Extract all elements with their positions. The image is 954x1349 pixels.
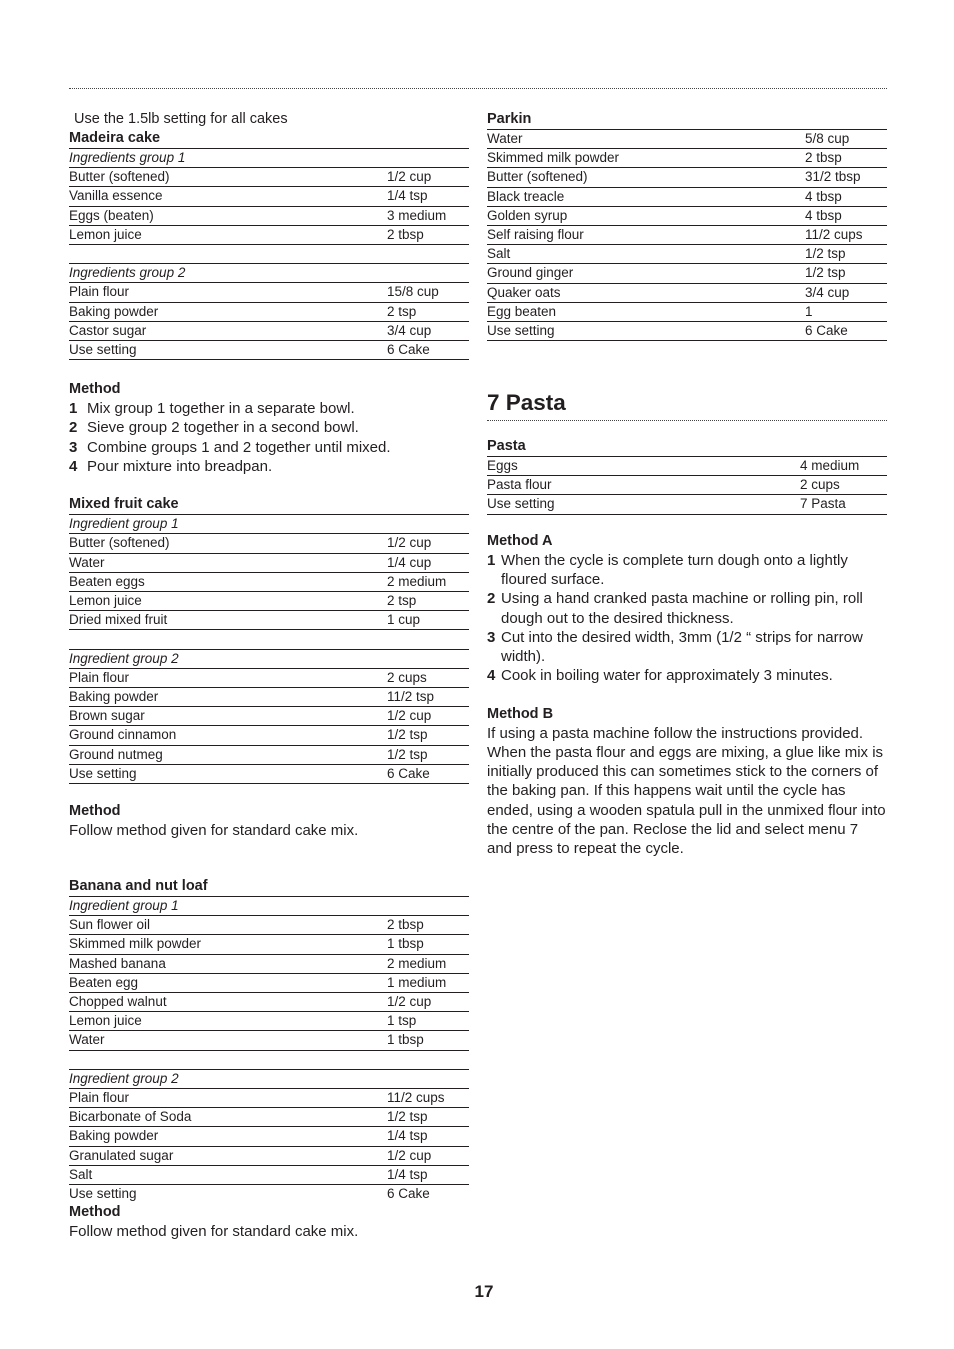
group-label: Ingredient group 1 (69, 515, 469, 534)
ingredient-name: Lemon juice (69, 226, 142, 242)
ingredient-quantity: 2 tbsp (387, 917, 424, 933)
method-step (487, 666, 887, 685)
method-a-steps (487, 551, 887, 686)
ingredient-row (487, 476, 887, 495)
ingredient-row (69, 726, 469, 745)
ingredient-name: Beaten egg (69, 974, 139, 990)
ingredient-row (487, 495, 887, 514)
step-text: Combine groups 1 and 2 together until mixed. (87, 438, 391, 456)
ingredient-row (69, 534, 469, 553)
ingredient-row (69, 1089, 469, 1108)
ingredient-name: Egg beaten (487, 303, 557, 319)
ingredient-quantity: 1/2 cup (387, 994, 432, 1010)
step-number: 3 (69, 438, 78, 456)
ingredient-quantity: 3/4 cup (387, 322, 432, 338)
method-step (69, 399, 469, 418)
ingredient-row (69, 554, 469, 573)
ingredient-name: Butter (softened) (69, 535, 170, 551)
ingredient-name: Butter (softened) (69, 169, 170, 185)
ingredient-name: Chopped walnut (69, 994, 167, 1010)
ingredient-quantity: 2 tbsp (387, 226, 424, 242)
ingredient-row (69, 993, 469, 1012)
ingredient-name: Ground cinnamon (69, 727, 177, 743)
ingredient-name: Bicarbonate of Soda (69, 1109, 192, 1125)
ingredient-name: Beaten eggs (69, 573, 145, 589)
step-text: Using a hand cranked pasta machine or rolling pin, roll dough out to the desired thickness. (501, 590, 863, 627)
ingredient-name: Use setting (69, 765, 137, 781)
method-step (69, 418, 469, 437)
ingredient-name: Castor sugar (69, 322, 147, 338)
ingredient-quantity: 1/2 cup (387, 169, 432, 185)
step-text: Mix group 1 together in a separate bowl. (87, 400, 355, 418)
ingredient-name: Black treacle (487, 188, 565, 204)
section-heading: 7 Pasta (487, 390, 566, 416)
pasta-ingredients-table (487, 456, 887, 515)
ingredient-name: Water (69, 1032, 105, 1048)
ingredient-name: Vanilla essence (69, 188, 163, 204)
step-number: 2 (69, 419, 78, 437)
method-title: Method (69, 381, 121, 398)
ingredient-row (69, 207, 469, 226)
ingredient-name: Baking powder (69, 303, 159, 319)
ingredient-name: Skimmed milk powder (487, 150, 620, 166)
ingredient-row (487, 149, 887, 168)
ingredient-quantity: 4 tbsp (805, 188, 842, 204)
ingredient-quantity: 6 Cake (387, 765, 430, 781)
method-a-title: Method A (487, 532, 553, 549)
step-number: 4 (487, 667, 496, 685)
ingredient-name: Skimmed milk powder (69, 936, 202, 952)
ingredient-row (69, 688, 469, 707)
madeira-ingredients-table (69, 148, 469, 360)
group-label: Ingredient group 2 (69, 650, 469, 669)
ingredient-quantity: 1/2 tsp (387, 727, 428, 743)
ingredient-quantity: 2 tsp (387, 303, 417, 319)
ingredient-name: Pasta flour (487, 477, 552, 493)
ingredient-quantity: 1 (805, 303, 813, 319)
ingredient-name: Lemon juice (69, 593, 142, 608)
ingredient-row (69, 1127, 469, 1146)
ingredient-quantity: 3 medium (387, 207, 447, 223)
ingredient-name: Salt (69, 1166, 93, 1182)
ingredient-name: Butter (softened) (487, 169, 588, 185)
ingredient-quantity: 3/4 cup (805, 284, 850, 300)
ingredient-quantity: 1 tsp (387, 1013, 417, 1029)
ingredient-name: Plain flour (69, 1089, 130, 1105)
step-number: 1 (487, 551, 496, 569)
ingredient-name: Brown sugar (69, 708, 145, 724)
method-text: Follow method given for standard cake mix. (69, 821, 359, 839)
left-column (69, 110, 469, 1241)
ingredient-quantity: 4 medium (800, 458, 860, 474)
ingredient-row (69, 765, 469, 784)
spacer-row (69, 630, 469, 649)
mixed-fruit-ingredients-table (69, 514, 469, 784)
ingredient-quantity: 1/2 tsp (805, 265, 846, 281)
spacer-row (69, 245, 469, 264)
step-number: 2 (487, 590, 496, 608)
method-step (487, 628, 887, 667)
ingredient-name: Quaker oats (487, 284, 561, 300)
ingredient-quantity: 1/2 cup (387, 535, 432, 551)
ingredient-row (487, 207, 887, 226)
ingredient-row (69, 322, 469, 341)
ingredient-name: Ground nutmeg (69, 746, 163, 762)
method-step (69, 438, 469, 457)
ingredient-quantity: 1 tbsp (387, 1032, 424, 1048)
page-number: 17 (474, 1282, 494, 1301)
ingredient-name: Water (69, 554, 105, 570)
ingredient-name: Use setting (487, 496, 555, 512)
ingredient-row (69, 669, 469, 688)
ingredient-quantity: 1/2 cup (387, 708, 432, 724)
banana-loaf-ingredients-table (69, 896, 469, 1203)
madeira-title: Madeira cake (69, 130, 161, 146)
ingredient-name: Use setting (487, 322, 555, 338)
ingredient-quantity: 2 cups (387, 669, 427, 685)
right-column (487, 110, 887, 858)
ingredient-name: Golden syrup (487, 207, 568, 223)
ingredient-row (69, 1185, 469, 1203)
ingredient-quantity: 6 Cake (387, 341, 430, 357)
ingredient-row (69, 1031, 469, 1050)
ingredient-row (69, 1108, 469, 1127)
step-text: When the cycle is complete turn dough onto a lightly floured surface. (501, 551, 848, 588)
ingredient-quantity: 7 Pasta (800, 496, 846, 512)
ingredient-name: Water (487, 131, 523, 146)
step-number: 3 (487, 628, 496, 646)
ingredient-quantity: 2 medium (387, 573, 447, 589)
ingredient-quantity: 1/4 tsp (387, 188, 428, 204)
ingredient-quantity: 6 Cake (387, 1185, 430, 1201)
ingredient-quantity: 1/2 tsp (805, 246, 846, 262)
ingredient-row (487, 245, 887, 264)
ingredient-row (69, 611, 469, 630)
cake-setting-note: Use the 1.5lb setting for all cakes (74, 111, 288, 127)
step-text: Sieve group 2 together in a second bowl. (87, 419, 359, 437)
method-text: Follow method given for standard cake mix. (69, 1223, 359, 1241)
ingredient-row (69, 592, 469, 611)
step-number: 4 (69, 457, 78, 475)
ingredient-name: Ground ginger (487, 265, 574, 281)
ingredient-quantity: 1 medium (387, 974, 447, 990)
ingredient-row (487, 168, 887, 187)
method-title: Method (69, 802, 121, 819)
ingredient-quantity: 4 tbsp (805, 207, 842, 223)
ingredient-quantity: 5/8 cup (805, 131, 850, 146)
ingredient-quantity: 1 tbsp (387, 936, 424, 952)
ingredient-row (487, 264, 887, 283)
mixed-fruit-title: Mixed fruit cake (69, 496, 179, 513)
ingredient-quantity: 1/2 tsp (387, 746, 428, 762)
ingredient-name: Plain flour (69, 669, 130, 685)
group-label: Ingredients group 2 (69, 264, 469, 283)
ingredient-row (69, 955, 469, 974)
ingredient-quantity: 2 medium (387, 955, 447, 971)
ingredient-row (487, 322, 887, 341)
parkin-ingredients-table (487, 129, 887, 341)
ingredient-quantity: 1/2 tsp (387, 1109, 428, 1125)
ingredient-name: Baking powder (69, 688, 159, 704)
ingredient-row (69, 168, 469, 187)
ingredient-row (69, 187, 469, 206)
ingredient-name: Use setting (69, 1185, 137, 1201)
ingredient-row (487, 226, 887, 245)
ingredient-quantity: 2 cups (800, 477, 840, 493)
ingredient-quantity: 1/2 cup (387, 1147, 432, 1163)
top-dotted-rule (69, 88, 887, 89)
ingredient-name: Granulated sugar (69, 1147, 174, 1163)
ingredient-quantity: 11/2 cups (805, 226, 863, 242)
ingredient-name: Eggs (beaten) (69, 207, 154, 223)
ingredient-quantity: 2 tbsp (805, 150, 842, 166)
step-text: Cut into the desired width, 3mm (1/2 “ strips for narrow width). (501, 628, 863, 666)
step-text: Pour mixture into breadpan. (87, 457, 273, 475)
ingredient-name: Baking powder (69, 1128, 159, 1144)
method-title: Method (69, 1204, 121, 1221)
ingredient-name: Dried mixed fruit (69, 612, 168, 628)
step-text: Cook in boiling water for approximately 3 minutes. (501, 667, 833, 685)
ingredient-name: Eggs (487, 458, 518, 474)
parkin-title: Parkin (487, 111, 532, 127)
ingredient-name: Salt (487, 246, 511, 262)
pasta-title: Pasta (487, 438, 526, 455)
step-number: 1 (69, 400, 78, 418)
ingredient-row (487, 457, 887, 476)
ingredient-row (69, 935, 469, 954)
method-b-paragraph-2: When the pasta flour and eggs are mixing, a glue like mix is initially produced this can sometimes stick to the corners of the baking pan. If this happens wait until the cycle has ended, using a wooden spatula pull in the unmixed flour into the centre of the pan. Reclose the lid and select menu 7 and press to repeat the cycle. (487, 743, 886, 857)
ingredient-quantity: 15/8 cup (387, 284, 439, 300)
ingredient-row (69, 341, 469, 360)
ingredient-name: Plain flour (69, 284, 130, 300)
ingredient-name: Mashed banana (69, 955, 166, 971)
ingredient-quantity: 1 cup (387, 612, 421, 628)
ingredient-quantity: 1/4 tsp (387, 1166, 428, 1182)
ingredient-row (69, 746, 469, 765)
ingredient-row (69, 1012, 469, 1031)
method-step (69, 457, 469, 476)
ingredient-row (69, 1166, 469, 1185)
ingredient-quantity: 2 tsp (387, 593, 417, 608)
method-step (487, 551, 887, 590)
ingredient-quantity: 11/2 cups (387, 1089, 445, 1105)
ingredient-name: Sun flower oil (69, 917, 151, 933)
ingredient-row (69, 283, 469, 302)
ingredient-row (487, 284, 887, 303)
spacer-row (69, 1051, 469, 1070)
group-label: Ingredient group 2 (69, 1070, 469, 1089)
ingredient-quantity: 1/4 cup (387, 554, 432, 570)
ingredient-row (69, 1147, 469, 1166)
madeira-method-steps (69, 399, 469, 476)
ingredient-row (69, 916, 469, 935)
ingredient-row (69, 707, 469, 726)
ingredient-row (69, 226, 469, 245)
ingredient-row (487, 130, 887, 149)
ingredient-row (69, 573, 469, 592)
group-label: Ingredient group 1 (69, 897, 469, 916)
ingredient-name: Use setting (69, 341, 137, 357)
ingredient-row (487, 188, 887, 207)
ingredient-name: Lemon juice (69, 1013, 142, 1029)
method-b-title: Method B (487, 705, 554, 722)
ingredient-quantity: 31/2 tbsp (805, 169, 861, 185)
method-b-paragraph-1: If using a pasta machine follow the instructions provided. (487, 724, 864, 742)
banana-loaf-title: Banana and nut loaf (69, 878, 208, 895)
ingredient-quantity: 11/2 tsp (387, 688, 435, 704)
ingredient-name: Self raising flour (487, 226, 584, 242)
ingredient-row (69, 303, 469, 322)
ingredient-quantity: 1/4 tsp (387, 1128, 428, 1144)
group-label: Ingredients group 1 (69, 149, 469, 168)
ingredient-row (487, 303, 887, 322)
method-step (487, 589, 887, 628)
ingredient-row (69, 974, 469, 993)
ingredient-quantity: 6 Cake (805, 322, 848, 338)
